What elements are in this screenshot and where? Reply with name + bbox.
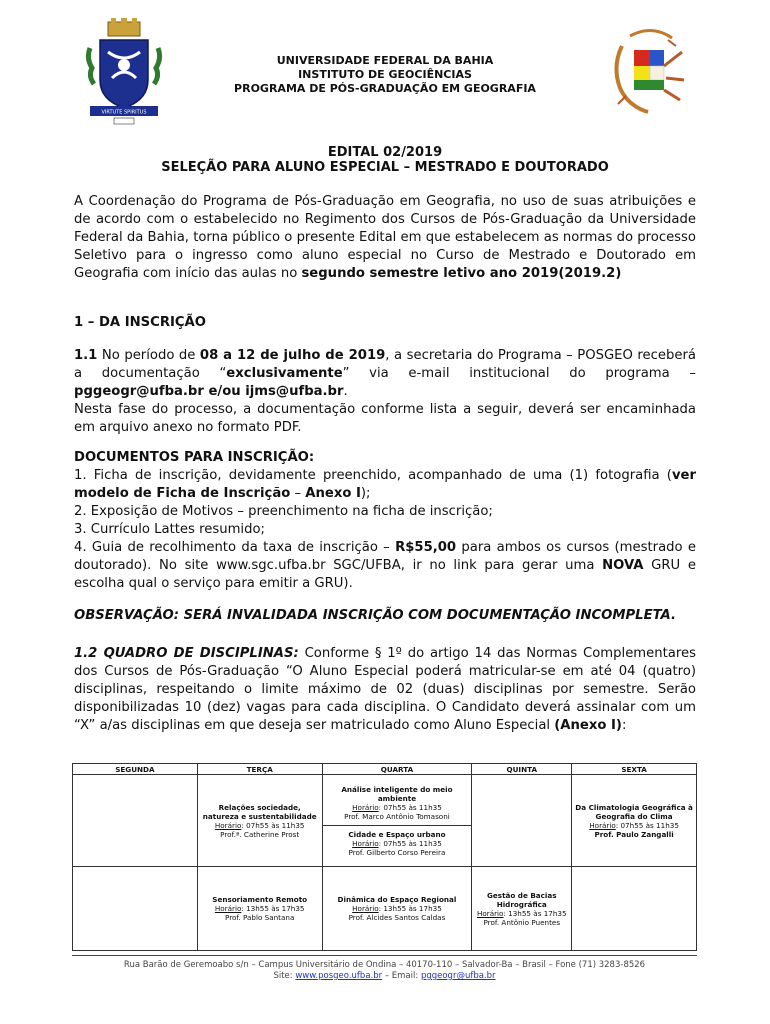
documents-list [74, 467, 696, 593]
svg-text:VIRTUTE SPIRITUS: VIRTUTE SPIRITUS [101, 109, 147, 116]
course-time [201, 904, 319, 913]
course-time [575, 821, 693, 830]
email-link[interactable]: pggeogr@ufba.br [420, 971, 496, 981]
p12-text: Conforme § 1º do artigo 14 das Normas Complementares dos Cursos de Pós-Graduação “O Aluno Especial poderá matricular-se em até 04 (quatro) disciplinas, respeitando o limite máximo de 02 (duas) disciplinas por semestre. Serão disponibilizadas 10 (dez) vagas para cada disciplina. O Candidato deverá assinalar com um “X” a/as disciplinas em que deseja ser matriculado como Aluno Especial [74, 646, 696, 733]
course-professor: Prof. Marco Antônio Tomasoni [344, 811, 450, 821]
header-quinta: QUINTA [472, 764, 572, 775]
footer-contact [72, 971, 697, 982]
course-name: Sensoriamento Remoto [212, 895, 308, 904]
p11-text-e: Nesta fase do processo, a documentação conforme lista a seguir, deverá ser encaminhada em arquivo anexo no formato PDF. [74, 402, 696, 435]
paragraph-1-2 [74, 645, 696, 735]
p11-exclusive: exclusivamente [226, 366, 343, 381]
time-label: Horário [589, 820, 616, 830]
course-time [475, 909, 568, 918]
section-1-heading: 1 – DA INSCRIÇÃO [74, 315, 206, 330]
course-name: Dinâmica do Espaço Regional [337, 895, 457, 904]
time-label: Horário [214, 904, 242, 913]
intro-text: A Coordenação do Programa de Pós-Graduação em Geografia, no uso de suas atribuições e de acordo com o estabelecido no Regimento dos Cursos de Pós-Graduação da Universidade Federal da Bahia, torna público o presente Edital em que estabelecem as normas do processo Seletivo para o ingresso como aluno especial no Curso de Mestrado e Doutorado em Geografia com início das aulas no [74, 194, 696, 281]
time-value: : 07h55 às 11h35 [615, 820, 679, 830]
institute-name: INSTITUTO DE GEOCIÊNCIAS [298, 68, 472, 81]
course-block [326, 830, 469, 857]
time-value: : 07h55 às 11h35 [241, 820, 305, 830]
ufba-coat-of-arms-icon [84, 18, 164, 128]
cell-segunda-afternoon [73, 867, 198, 951]
course-name: Da Climatologia Geográfica à Geografia do Clima [575, 802, 693, 821]
footer-address: Rua Barão de Geremoabo s/n – Campus Universitário de Ondina – 40170-110 – Salvador-Ba – Brasil – Fone (71) 3283-8526 [123, 960, 646, 970]
university-name: UNIVERSIDADE FEDERAL DA BAHIA [276, 54, 494, 67]
table-row-morning [73, 775, 697, 867]
course-time [326, 839, 469, 848]
cell-sexta-morning [572, 775, 697, 867]
course-time [201, 821, 319, 830]
doc1-text-c: ); [360, 486, 371, 501]
p11-text-c: ” via e-mail institucional do programa – [342, 366, 696, 381]
course-professor: Prof. Gilberto Corso Pereira [348, 847, 446, 857]
paragraph-1-1 [74, 347, 696, 437]
p12-annex: (Anexo I) [554, 718, 622, 733]
intro-paragraph [74, 193, 696, 283]
doc4-fee: R$55,00 [395, 540, 457, 555]
doc1-form-model: ver modelo de Ficha de Inscrição [74, 468, 696, 501]
cell-quinta-morning [472, 775, 572, 867]
header-quarta: QUARTA [322, 764, 472, 775]
email-label: – Email: [382, 971, 421, 981]
p11-dates: 08 a 12 de julho de 2019 [199, 348, 386, 363]
site-label: Site: [273, 971, 296, 981]
time-value: : 07h55 às 11h35 [378, 838, 442, 848]
time-label: Horário [352, 838, 379, 848]
doc1-text-a: 1. Ficha de inscrição, devidamente preenchido, acompanhado de uma (1) fotografia ( [74, 468, 672, 483]
cell-terca-afternoon [197, 867, 322, 951]
doc4-text-c: GRU e escolha qual o serviço para emitir a GRU). [74, 558, 696, 591]
time-label: Horário [352, 904, 379, 913]
doc4-text-a: 4. Guia de recolhimento da taxa de inscrição – [74, 540, 396, 555]
edital-number: EDITAL 02/2019 [327, 145, 443, 160]
documents-heading: DOCUMENTOS PARA INSCRIÇÃO: [74, 450, 315, 465]
time-label: Horário [352, 802, 379, 812]
course-time [326, 904, 469, 913]
disciplines-table [72, 763, 697, 951]
course-professor: Prof.ª. Catherine Prost [220, 829, 300, 839]
cell-quarta-morning [322, 775, 472, 867]
course-professor: Prof. Paulo Zangalli [594, 829, 674, 839]
course-professor: Prof. Pablo Santana [225, 913, 295, 922]
site-link[interactable]: www.posgeo.ufba.br [295, 971, 383, 981]
cell-terca-morning [197, 775, 322, 867]
p11-emails: pggeogr@ufba.br e/ou ijms@ufba.br [74, 384, 344, 399]
course-name: Cidade e Espaço urbano [348, 829, 446, 839]
time-value: : 07h55 às 11h35 [378, 802, 442, 812]
program-name: PROGRAMA DE PÓS-GRADUAÇÃO EM GEOGRAFIA [234, 82, 536, 95]
course-name: Relações sociedade, natureza e sustentabilidade [202, 802, 317, 821]
header-terca: TERÇA [197, 764, 322, 775]
p12-heading: 1.2 QUADRO DE DISCIPLINAS: [74, 646, 299, 661]
p12-end: : [621, 718, 627, 733]
document-item-4 [74, 539, 696, 593]
p11-text-a: No período de [97, 348, 200, 363]
document-item-1 [74, 467, 696, 503]
edital-title: SELEÇÃO PARA ALUNO ESPECIAL – MESTRADO E DOUTORADO [161, 160, 609, 175]
header-segunda: SEGUNDA [73, 764, 198, 775]
course-time [326, 803, 469, 812]
header-sexta: SEXTA [572, 764, 697, 775]
cell-divider [323, 825, 472, 826]
p11-text-d: . [343, 384, 348, 399]
course-name: Análise inteligente do meio ambiente [341, 784, 453, 803]
course-professor: Prof. Alcides Santos Caldas [348, 913, 446, 922]
time-value: : 13h55 às 17h35 [503, 908, 567, 918]
posgeo-logo-icon [604, 26, 690, 116]
course-professor: Prof. Antônio Puentes [483, 917, 561, 927]
table-header-row [73, 764, 697, 775]
time-label: Horário [476, 908, 504, 918]
footer-divider [72, 955, 697, 956]
time-value: : 13h55 às 17h35 [241, 904, 305, 913]
p11-text-b: , a secretaria do Programa – POSGEO receberá a documentação “ [74, 348, 696, 381]
doc1-annex: Anexo I [305, 486, 361, 501]
doc1-text-b: – [290, 486, 306, 501]
time-value: : 13h55 às 17h35 [378, 904, 442, 913]
course-block [326, 785, 469, 821]
time-label: Horário [214, 820, 242, 830]
course-name: Gestão de Bacias Hidrográfica [487, 890, 557, 909]
p11-number: 1.1 [74, 348, 98, 363]
observation-note: OBSERVAÇÃO: SERÁ INVALIDADA INSCRIÇÃO COM DOCUMENTAÇÃO INCOMPLETA. [74, 608, 677, 623]
table-row-afternoon [73, 867, 697, 951]
intro-semester: segundo semestre letivo ano 2019(2019.2) [301, 266, 622, 281]
cell-quinta-afternoon [472, 867, 572, 951]
doc4-text-b: para ambos os cursos (mestrado e doutorado). No site www.sgc.ufba.br SGC/UFBA, ir no link para gerar uma [74, 540, 696, 573]
document-item-2: 2. Exposição de Motivos – preenchimento na ficha de inscrição; [74, 504, 493, 519]
document-item-3: 3. Currículo Lattes resumido; [74, 522, 265, 537]
cell-quarta-afternoon [322, 867, 472, 951]
cell-segunda-morning [73, 775, 198, 867]
cell-sexta-afternoon [572, 867, 697, 951]
doc4-nova: NOVA [602, 558, 644, 573]
